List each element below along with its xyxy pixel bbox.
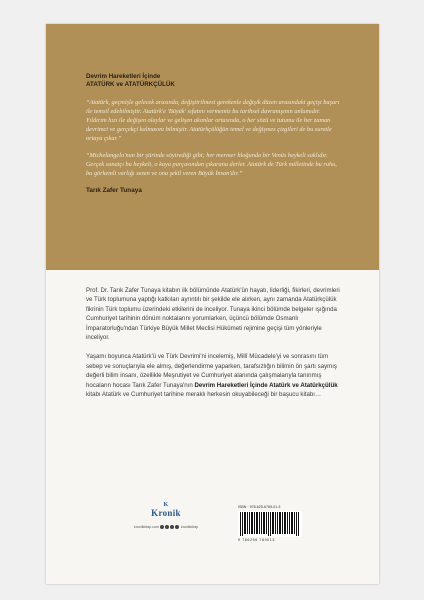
quote-michelangelo: “Michelangelo'nun bir şiirinde söyirediği gibi; her mermer bloğunda bir Venüs heykeli saklıdır. Gerçek sanatçı bu heykeli, o kaya parçasından çıkarana derler. Atatürk de Türk milletinde bu ruhu, bu görkemli varlığı sezen ve ona şekil veren Büyük İnsan'dır.” — [86, 152, 337, 177]
publisher-social-row — [126, 525, 206, 529]
publisher-logo — [151, 502, 181, 518]
book-title-line2: ATATÜRK ve ATATÜRKÇÜLÜK — [86, 81, 175, 88]
cover-footer — [46, 502, 379, 584]
author-name: Tarık Zafer Tunaya — [86, 187, 142, 194]
publisher-social-handle: kronikkitap — [180, 525, 199, 529]
description-paragraph-1: Prof. Dr. Tarık Zafer Tunaya kitabın ilk bölümünde Atatürk'ün hayatı, liderliği, fikirleri, devrimleri ve Türk toplumuna yaptığı katkıları ayrıntılı bir şekilde ele alırken, aynı zamanda Atatürkçülük fikrinin Türk toplumu üzerindeki etkilerini de inceliyor. Tunaya ikinci bölümde belgeler ışığında Cumhuriyet tarihinin dönüm noktalarını yorumlarken, üçüncü bölümde Osmanlı İmparatorluğu'ndan Türkiye Büyük Millet Meclisi Hükümeti rejimine geçişi tüm yönleriyle inceliyor. — [86, 287, 340, 342]
book-title-line1: Devrim Hareketleri İçinde — [86, 73, 161, 80]
book-back-cover — [46, 24, 379, 584]
barcode-icon — [238, 511, 302, 537]
publisher-block — [126, 502, 206, 529]
publisher-website: kronikkitap.com — [133, 525, 159, 529]
quote-panel — [46, 24, 379, 270]
twitter-icon — [165, 525, 169, 529]
quote-ataturk: “Atatürk, geçmişle gelecek arasında, değiştirilmesi gerekenle değişik düzen arasındaki geçişi başarı ile temsil edebilmiştir. Atatürk'e 'Büyük' sıfatını vermemiz bu tarihsel davranışının anlamıdır. Yıldırım hızı ile değişen olaylar ve gelişen akımlar ortasında, o her sözü ve tutumu ile her zaman devrimci ve gerçekçi kalmasını bilmiştir. Atatürkçülüğün temel ve değişmez çizgileri de bu suretle ortaya çıkar.” — [86, 99, 340, 142]
barcode-digits: 9 786256 789013 — [238, 538, 275, 542]
facebook-icon — [160, 525, 164, 529]
quote-panel-content — [86, 73, 341, 194]
instagram-icon — [170, 525, 174, 529]
publisher-name: Kronik — [151, 508, 181, 518]
description-paragraph-2 — [86, 352, 342, 399]
youtube-icon — [175, 525, 179, 529]
publisher-mark-icon: K — [163, 502, 169, 508]
description-book-title: Devrim Hareketleri İçinde Atatürk ve Atatürkçülük — [194, 381, 338, 389]
isbn-label: ISBN · 978-625-6789-01-3 — [238, 505, 281, 509]
description-paragraph-2-end: kitabı Atatürk ve Cumhuriyet tarihine meraklı herkesin okuyabileceği bir başucu kitabı… — [86, 391, 322, 399]
description-paragraph-2-start: Yaşamı boyunca Atatürk'ü ve Türk Devrimi'ni incelemiş, Millî Mücadele'yi ve sonrasını tüm sebep ve sonuçlarıyla ele almış, değerlendirme yaparken, tarafsızlığın bilimin ön şartı saymış değerli bilim insanı, özellikle Meşrutiyet ve Cumhuriyet alanında çalışmalarıyla tanınmış hocaların hocası Tarık Zafer Tunaya'nın — [86, 353, 337, 389]
book-description — [86, 286, 342, 399]
barcode-block — [238, 505, 302, 542]
